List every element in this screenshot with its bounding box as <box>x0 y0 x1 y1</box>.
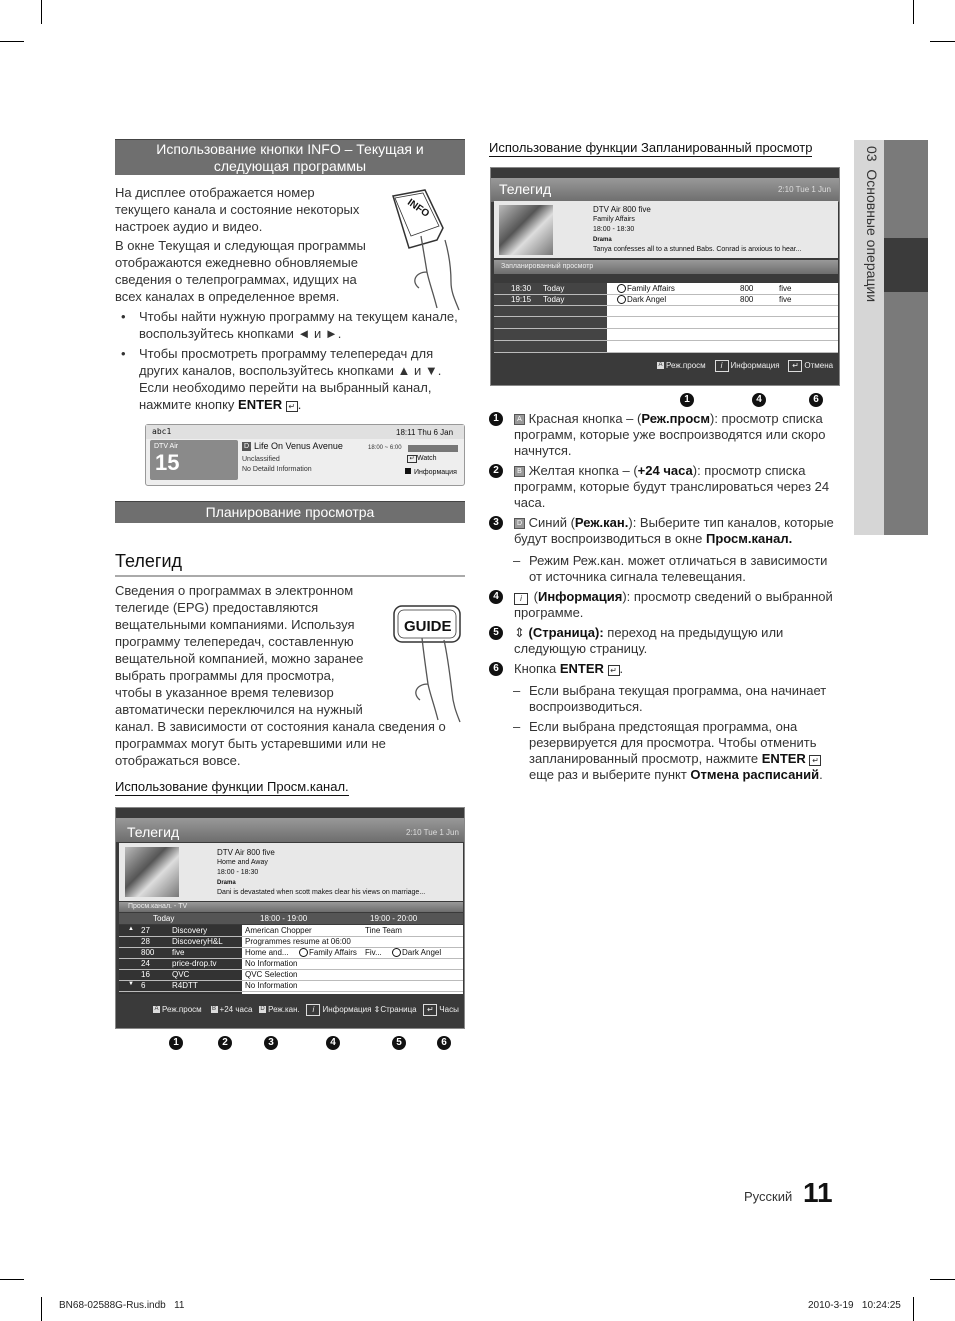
item2-pre: Желтая кнопка – ( <box>528 463 638 478</box>
enter-icon: ↵ <box>423 1004 437 1016</box>
epg2-title: Телегид <box>499 181 552 197</box>
epg1-row2-name: DiscoveryH&L <box>172 937 223 946</box>
epg2-band-label: Запланированный просмотр <box>501 263 594 270</box>
chapter-tab <box>884 140 928 535</box>
info-para-2: В окне Текущая и следующая программы отображаются ежедневно обновляемые сведения о телепрограммах, идущих на всех каналах в определенное время. <box>115 238 366 304</box>
crop-mark <box>0 41 24 42</box>
epg1-row2-num: 28 <box>141 937 150 946</box>
epg2-row1-ch: 800 <box>740 284 754 293</box>
enter-icon: ↵ <box>407 455 417 463</box>
item6-note-2 <box>489 719 837 783</box>
schedule-section-header-text: Планирование просмотра <box>205 504 375 520</box>
red-button[interactable] <box>153 1005 202 1014</box>
channel-number-box <box>150 440 238 480</box>
callout-6: 6 <box>437 1036 451 1050</box>
clock-icon <box>299 948 308 957</box>
item6-dash2-pre: Если выбрана предстоящая программа, она резервируется для просмотра. Чтобы отменить запланированный просмотр, нажмите <box>529 719 817 766</box>
epg2-row1-name: five <box>779 284 792 293</box>
list-item <box>489 589 837 621</box>
info-bullet-1: • Чтобы найти нужную программу на текущем канале, воспользуйтесь кнопками ◄ и ►. <box>115 308 465 342</box>
item3-mid: ): Выберите тип каналов, которые будут воспроизводиться в окне <box>514 515 834 546</box>
crop-mark <box>0 1279 24 1280</box>
info-detail: No Detaild Information <box>242 466 312 473</box>
print-date: 2010-3-19 10:24:25 <box>808 1300 901 1311</box>
chapter-title: Основные операции <box>864 169 880 303</box>
info-time-range: 18:00 ~ 6:00 <box>368 445 402 451</box>
info-button-label: Информация <box>322 1005 372 1014</box>
enter-icon: ↵ <box>286 401 298 412</box>
crop-mark <box>41 0 42 24</box>
info-bullet-2 <box>115 345 465 413</box>
epg1-row4-p1: No Information <box>245 959 298 968</box>
epg1-row3-p1: Home and... <box>245 948 289 957</box>
epg1-time: 18:00 - 18:30 <box>217 869 259 876</box>
page-button-label: Страница <box>380 1005 417 1014</box>
red-key-icon: A <box>514 414 525 425</box>
scheduled-subhead: Использование функции Запланированный просмотр <box>489 140 813 155</box>
item4-post: ): просмотр сведений о выбранной программе. <box>514 589 833 620</box>
enter-key-label: ENTER <box>238 397 283 412</box>
crop-mark <box>930 41 955 42</box>
epg2-row2-time: 19:15 <box>511 295 532 304</box>
item6-dash2-key: ENTER <box>761 751 806 766</box>
epg1-footer <box>153 1004 459 1016</box>
epg1-row6-p1: No Information <box>245 981 298 990</box>
crop-mark <box>913 0 914 24</box>
list-item <box>489 515 837 547</box>
epg1-row3-name: five <box>172 948 185 957</box>
item4-key: Информация <box>537 589 623 604</box>
cancel-button-label: Отмена <box>804 361 834 370</box>
scroll-down-icon[interactable]: ▼ <box>128 981 134 987</box>
item-number: 5 <box>489 626 503 640</box>
epg1-row3-num: 800 <box>141 948 155 957</box>
enter-icon: ↵ <box>788 360 802 372</box>
epg1-row3-p2 <box>392 948 441 957</box>
table-row[interactable] <box>119 980 463 992</box>
epg2-row2-day: Today <box>543 295 565 304</box>
epg2-row2-ch: 800 <box>740 295 754 304</box>
info-section-header <box>115 139 465 175</box>
red-button[interactable] <box>657 361 706 370</box>
epg2-description: Tanya confesses all to a stunned Babs. Conrad is anxious to hear... <box>593 246 802 253</box>
item6-dash2-mid: еще раз и выберите пункт <box>529 767 691 782</box>
list-item <box>489 661 837 677</box>
info-datetime: 18:11 Thu 6 Jan <box>396 428 454 437</box>
file-info: BN68-02588G-Rus.indb 11 <box>59 1300 185 1311</box>
epg1-row1-name: Discovery <box>172 926 208 935</box>
epg1-grid <box>119 925 463 994</box>
epg1-channel: DTV Air 800 five <box>217 848 275 857</box>
callout-4: 4 <box>752 393 766 407</box>
button-description-list <box>489 411 837 787</box>
clock-icon <box>617 284 626 293</box>
crop-mark <box>41 1297 42 1321</box>
item-number: 2 <box>489 464 503 478</box>
info-channel-number: 15 <box>155 450 180 475</box>
epg1-row4-name: price-drop.tv <box>172 959 217 968</box>
epg2-row2-name: five <box>779 295 792 304</box>
page-updown-icon: ⇕ <box>373 1005 381 1014</box>
table-row[interactable] <box>494 317 838 329</box>
schedule-section-header <box>115 501 465 523</box>
page-updown-icon: ⇕ <box>514 625 525 640</box>
table-row[interactable] <box>494 329 838 341</box>
epg1-row3-p1b-text: Family Affairs <box>309 948 357 957</box>
mode-button-label: Реж.кан. <box>268 1005 300 1014</box>
epg2-program-thumbnail <box>499 205 553 255</box>
epg-screen-scheduled <box>490 167 840 386</box>
epg1-row5-name: QVC <box>172 970 190 979</box>
blue-key-icon: D <box>260 1006 265 1013</box>
item6-pre: Кнопка <box>514 661 560 676</box>
list-item <box>489 625 837 657</box>
epg2-row1-program <box>617 284 675 293</box>
epg1-row1-p2: Tine Team <box>365 926 402 935</box>
yellow-key-icon: B <box>212 1006 217 1013</box>
epg2-row1-program-text: Family Affairs <box>627 284 675 293</box>
info-icon: i <box>715 360 729 372</box>
epg1-title: Телегид <box>127 824 180 840</box>
info-progress-bar <box>408 445 458 452</box>
guide-remote-label: GUIDE <box>404 618 452 635</box>
info-icon: i <box>306 1004 320 1016</box>
enter-icon: ↵ <box>809 755 821 766</box>
callout-5: 5 <box>392 1036 406 1050</box>
epg2-channel: DTV Air 800 five <box>593 205 651 214</box>
epg1-row5-p1: QVC Selection <box>245 970 298 979</box>
cancel-button[interactable] <box>788 361 833 370</box>
epg1-datetime: 2:10 Tue 1 Jun <box>406 828 459 837</box>
mode-button[interactable] <box>259 1005 300 1014</box>
square-icon <box>405 468 411 474</box>
page-number: 11 <box>803 1177 833 1208</box>
info-button-label: Информация <box>414 469 457 476</box>
table-row[interactable] <box>494 305 838 317</box>
item3-note: – Режим Реж.кан. может отличаться в зависимости от источника сигнала телевещания. <box>489 553 837 585</box>
epg1-row1-p1: American Chopper <box>245 926 312 935</box>
yellow-key-icon: B <box>514 466 525 477</box>
clock-button[interactable] <box>423 1005 459 1014</box>
red-button-label: Реж.просм <box>162 1005 202 1014</box>
info-remote-hand-icon <box>385 188 465 313</box>
watch-button[interactable] <box>407 455 437 463</box>
item6-post: . <box>619 661 624 676</box>
info-classification: Unclassified <box>242 456 280 463</box>
callout-1: 1 <box>680 393 694 407</box>
epg-screen-channel-view <box>115 807 465 1029</box>
callout-2: 2 <box>218 1036 232 1050</box>
epg1-row6-num: 6 <box>141 981 146 990</box>
watch-label: Watch <box>417 455 437 462</box>
clock-button-label: Часы <box>439 1005 459 1014</box>
item1-pre: Красная кнопка – ( <box>528 411 642 426</box>
item5-key: (Страница): <box>528 625 604 640</box>
plus24-button-label: +24 часа <box>219 1005 253 1014</box>
info-button[interactable] <box>405 468 457 476</box>
epg2-program: Family Affairs <box>593 216 635 223</box>
list-item <box>489 463 837 511</box>
info-screen <box>145 424 465 486</box>
epg2-genre: Drama <box>593 237 612 243</box>
info-button-label: Информация <box>730 361 780 370</box>
item1-key: Реж.просм <box>641 411 710 426</box>
epg1-row3-p1c: Fiv... <box>365 948 382 957</box>
epg1-description: Dani is devastated when scott makes clear his views on marriage... <box>217 889 426 896</box>
epg2-grid <box>494 283 838 353</box>
item3-key2: Просм.канал. <box>705 531 793 546</box>
item6-key: ENTER <box>559 661 604 676</box>
epg1-grid-header <box>119 913 463 924</box>
epg1-row6-name: R4DTT <box>172 981 198 990</box>
chapter-number: 03 <box>864 146 880 162</box>
info-remote-label: INFO <box>405 197 432 220</box>
table-row[interactable] <box>494 341 838 353</box>
guide-remote-hand-icon <box>388 600 468 725</box>
item-number: 4 <box>489 590 503 604</box>
item2-key: +24 часа <box>637 463 693 478</box>
epg1-row3-p1b <box>299 948 357 957</box>
epg1-row4-num: 24 <box>141 959 150 968</box>
epg1-program-info <box>217 848 457 898</box>
epg2-time: 18:00 - 18:30 <box>593 226 635 233</box>
item-number: 1 <box>489 412 503 426</box>
epg1-program: Home and Away <box>217 859 268 866</box>
callout-3: 3 <box>264 1036 278 1050</box>
crop-mark <box>930 1279 955 1280</box>
page-button[interactable] <box>374 1005 417 1014</box>
epg1-row1-num: 27 <box>141 926 150 935</box>
item6-note-1: – Если выбрана текущая программа, она начинает воспроизводиться. <box>489 683 837 715</box>
list-item <box>489 411 837 459</box>
epg1-genre: Drama <box>217 880 236 886</box>
red-key-icon: A <box>658 362 663 369</box>
info-section-header-text: Использование кнопки INFO – Текущая и следующая программы <box>156 141 424 174</box>
info-button[interactable] <box>715 361 780 370</box>
epg2-row2-program-text: Dark Angel <box>627 295 667 304</box>
epg2-footer <box>657 360 833 372</box>
item3-pre: Синий ( <box>528 515 575 530</box>
epg2-row1-day: Today <box>543 284 565 293</box>
chapter-label <box>860 146 880 406</box>
red-button-label: Реж.просм <box>666 361 706 370</box>
info-channel-name: abc1 <box>152 427 172 436</box>
epg-title <box>115 551 465 577</box>
info-program-title: Life On Venus Avenue <box>254 441 343 451</box>
info-button[interactable] <box>306 1005 371 1014</box>
epg1-row5-num: 16 <box>141 970 150 979</box>
item2-post: ): просмотр списка программ, которые будут транслироваться через 24 часа. <box>514 463 830 510</box>
enter-icon: ↵ <box>608 665 620 676</box>
item-number: 3 <box>489 516 503 530</box>
callout-1: 1 <box>169 1036 183 1050</box>
item1-post: ): просмотр списка программ, которые уже воспроизводятся или скоро начнутся. <box>514 411 826 458</box>
epg1-col-slot1: 18:00 - 19:00 <box>260 914 308 923</box>
epg1-col-slot2: 19:00 - 20:00 <box>370 914 418 923</box>
info-icon: i <box>514 593 528 605</box>
epg2-row1-time: 18:30 <box>511 284 532 293</box>
item3-key: Реж.кан. <box>574 515 629 530</box>
epg2-datetime: 2:10 Tue 1 Jun <box>778 185 831 194</box>
epg-title-text: Телегид <box>115 551 183 571</box>
info-para-1: На дисплее отображается номер текущего канала и состояние некоторых настроек аудио и видео. <box>115 185 360 234</box>
epg1-row2-p1: Programmes resume at 06:00 <box>245 937 351 946</box>
info-source: DTV Air <box>154 443 179 450</box>
digital-badge-icon: D <box>243 443 250 450</box>
epg2-row2-program <box>617 295 666 304</box>
callout-4: 4 <box>326 1036 340 1050</box>
epg1-col-today: Today <box>153 914 175 923</box>
epg1-view-label: Просм.канал. - TV <box>128 903 188 910</box>
info-bullet-2-text: Чтобы просмотреть программу телепередач для других каналов, воспользуйтесь кнопками ▲ и ▼. Если необходимо перейти на выбранный канал, нажмите кнопку <box>139 346 442 412</box>
item-number: 6 <box>489 662 503 676</box>
epg1-row3-p2-text: Dark Angel <box>402 948 442 957</box>
red-key-icon: A <box>154 1006 159 1013</box>
epg2-program-info <box>593 205 833 255</box>
clock-icon <box>392 948 401 957</box>
crop-mark <box>913 1297 914 1321</box>
page-language: Русский <box>744 1189 793 1204</box>
epg1-program-thumbnail <box>125 847 179 897</box>
info-bullet-2-end: . <box>297 397 302 412</box>
item6-dash2-post: . <box>819 767 823 782</box>
chapter-tab-active <box>884 238 928 292</box>
clock-icon <box>617 295 626 304</box>
item6-dash2-key2: Отмена расписаний <box>690 767 820 782</box>
scroll-up-icon[interactable]: ▲ <box>128 926 134 932</box>
prosm-kanal-subhead: Использование функции Просм.канал. <box>115 779 349 794</box>
epg-para-text: Сведения о программах в электронном телегиде (EPG) предоставляются вещательными компаниями. Используя программу телепередач, составленную вещательной компанией, можно заранее выбрать программы для просмотра, чтобы в указанное время телевизор автоматически переключился на нужный канал. В зависимости от состояния канала сведения о программах могут быть устаревшими или не отображаться вовсе. <box>115 583 446 768</box>
callout-6: 6 <box>809 393 823 407</box>
item5-post: переход на предыдущую или следующую страницу. <box>514 625 784 656</box>
item4-pre: ( <box>533 589 538 604</box>
blue-key-icon: D <box>514 518 525 529</box>
plus24-button[interactable] <box>211 1005 253 1014</box>
